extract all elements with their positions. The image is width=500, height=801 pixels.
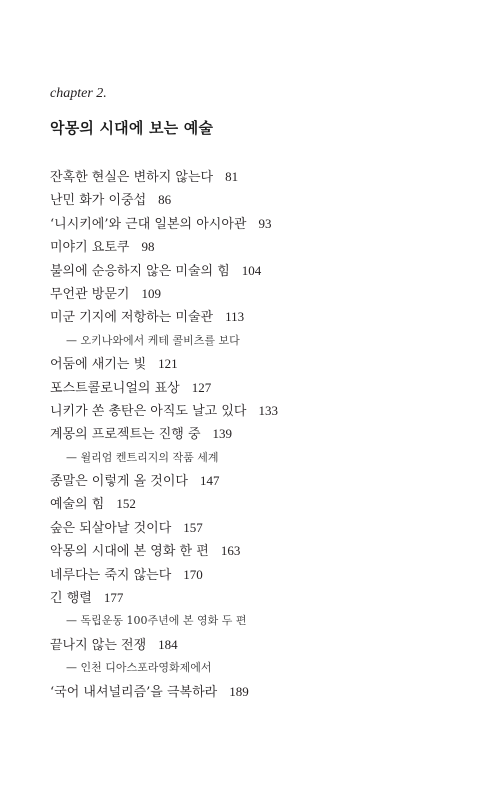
toc-entry[interactable] — [50, 305, 470, 328]
toc-entry-title: ‘니시키에’와 근대 일본의 아시아관 — [50, 216, 247, 232]
toc-entry-title: 긴 행렬 — [50, 591, 92, 607]
toc-entry[interactable] — [50, 586, 470, 609]
toc-entry[interactable] — [50, 399, 470, 422]
toc-entry-title: 끝나지 않는 전쟁 — [50, 637, 147, 653]
toc-entry[interactable] — [50, 352, 470, 375]
toc-entry[interactable] — [50, 492, 470, 515]
toc-entry-title: 예술의 힘 — [50, 497, 105, 513]
toc-page-number: 133 — [258, 402, 278, 418]
toc-subtitle-text: — 오키나와에서 케테 콜비츠를 보다 — [66, 333, 240, 347]
toc-page-number: 177 — [103, 590, 124, 606]
toc-entry-title: 잔혹한 현실은 변하지 않는다 — [50, 170, 214, 185]
toc-subtitle — [50, 656, 470, 679]
toc-entry[interactable] — [50, 422, 470, 445]
toc-entry[interactable] — [50, 680, 470, 703]
toc-entry[interactable] — [50, 282, 470, 305]
toc-entry[interactable] — [50, 188, 470, 211]
toc-page-number: 121 — [158, 356, 178, 372]
toc-entry[interactable] — [50, 165, 470, 188]
toc-subtitle — [50, 446, 470, 469]
toc-subtitle — [50, 609, 470, 632]
toc-page-number: 184 — [158, 636, 178, 652]
toc-entry[interactable] — [50, 539, 470, 562]
toc-entry[interactable] — [50, 235, 470, 258]
toc-entry-title: 어둠에 새기는 빛 — [50, 357, 147, 373]
chapter-title: 악몽의 시대에 보는 예술 — [50, 119, 214, 137]
toc-entry[interactable] — [50, 516, 470, 539]
toc-page-number: 104 — [241, 262, 262, 278]
toc-entry[interactable] — [50, 563, 470, 586]
toc-page-number: 113 — [225, 309, 245, 325]
toc-entry-title: 난민 화가 이중섭 — [50, 193, 147, 209]
toc-page-number: 98 — [141, 239, 155, 255]
toc-entry[interactable] — [50, 376, 470, 399]
toc-page-number: 170 — [183, 566, 203, 582]
toc-entry[interactable] — [50, 259, 470, 282]
toc-page-number: 93 — [258, 215, 272, 231]
toc-page-number: 147 — [199, 473, 220, 489]
toc-entry-title: 미야기 요토쿠 — [50, 240, 130, 256]
toc-page-number: 163 — [220, 543, 241, 559]
toc-page-number: 189 — [229, 683, 249, 699]
toc-entry[interactable] — [50, 469, 470, 492]
toc-entry-title: 포스트콜로니얼의 표상 — [50, 380, 180, 396]
toc-page-number: 127 — [191, 379, 212, 395]
toc-entry-title: 종말은 이렇게 올 것이다 — [50, 474, 188, 490]
toc-page-number: 157 — [183, 519, 203, 535]
toc-entry-title: 불의에 순응하지 않은 미술의 힘 — [50, 263, 230, 279]
toc-page-number: 81 — [225, 169, 239, 184]
toc-subtitle-text: — 독립운동 100주년에 본 영화 두 편 — [66, 614, 247, 628]
toc-subtitle-text: — 윌리엄 켄트리지의 작품 세계 — [66, 450, 219, 464]
toc-page-number: 109 — [141, 285, 161, 301]
table-of-contents — [50, 165, 470, 703]
toc-entry-title: ‘국어 내셔널리즘’을 극복하라 — [50, 684, 218, 700]
toc-entry-title: 네루다는 죽지 않는다 — [50, 567, 172, 583]
toc-entry[interactable] — [50, 212, 470, 235]
toc-entry[interactable] — [50, 633, 470, 656]
toc-entry-title: 미군 기지에 저항하는 미술관 — [50, 310, 214, 326]
toc-entry-title: 무언관 방문기 — [50, 286, 130, 302]
toc-page-number: 139 — [212, 426, 233, 442]
toc-entry-title: 숲은 되살아날 것이다 — [50, 520, 172, 536]
toc-subtitle — [50, 329, 470, 352]
toc-entry-title: 계몽의 프로젝트는 진행 중 — [50, 427, 201, 443]
toc-page-number: 152 — [116, 496, 136, 512]
toc-page-number: 86 — [158, 192, 172, 208]
toc-entry-title: 니키가 쏜 총탄은 아직도 날고 있다 — [50, 403, 247, 419]
toc-entry-title: 악몽의 시대에 본 영화 한 편 — [50, 544, 209, 560]
toc-subtitle-text: — 인천 디아스포라영화제에서 — [66, 661, 212, 675]
chapter-label: chapter 2. — [50, 86, 107, 101]
